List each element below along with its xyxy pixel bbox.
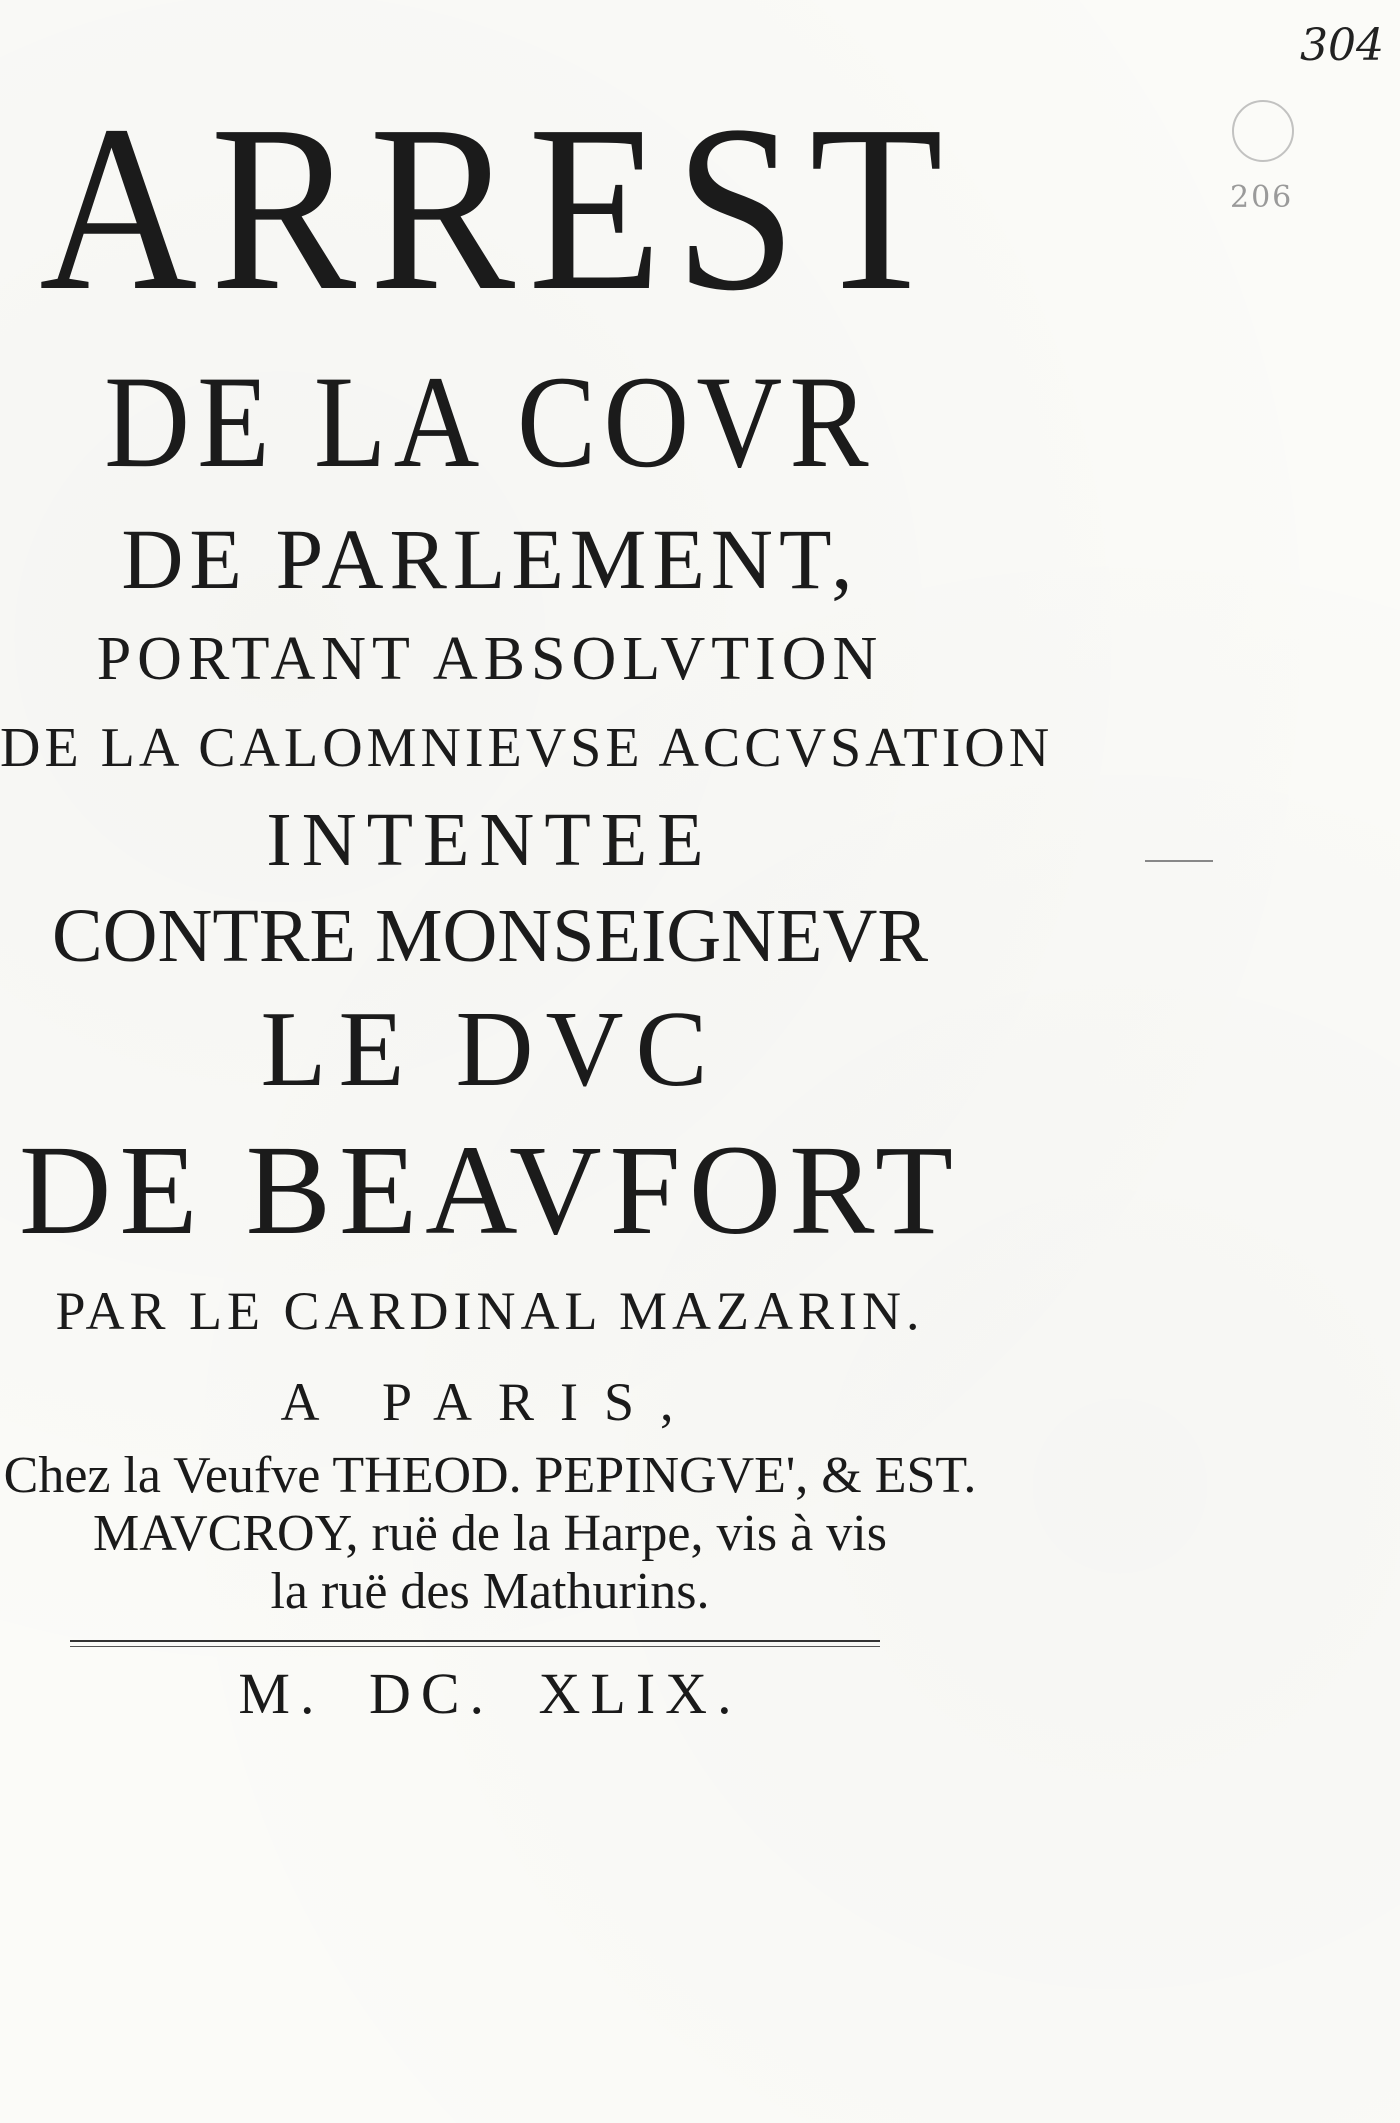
title-line-de-parlement: DE PARLEMENT,: [121, 511, 859, 607]
publication-year: M. DC. XLIX.: [238, 1661, 742, 1726]
imprint-line-printer: Chez la Veufve THEOD. PEPINGVE', & EST.: [3, 1447, 977, 1504]
title-line-calomnievse-accvsation: DE LA CALOMNIEVSE ACCVSATION: [0, 717, 1054, 779]
divider-rule-thin: [70, 1646, 880, 1647]
library-stamp: [1232, 100, 1294, 162]
title-line-de-beavfort: DE BEAVFORT: [18, 1119, 962, 1261]
imprint-line-street: la ruë des Mathurins.: [270, 1563, 710, 1621]
title-line-portant-absolvtion: PORTANT ABSOLVTION: [96, 625, 884, 693]
title-line-par-le-cardinal: PAR LE CARDINAL MAZARIN.: [55, 1281, 925, 1341]
margin-dash: [1145, 860, 1213, 862]
title-line-arrest: ARREST: [39, 77, 956, 340]
imprint-block: [0, 1372, 980, 1622]
title-line-de-la-covr: DE LA COVR: [104, 348, 876, 495]
margin-note-faded: 206: [1230, 180, 1294, 215]
title-line-contre-monseignevr: CONTRE MONSEIGNEVR: [51, 894, 929, 978]
title-line-le-dvc: LE DVC: [260, 990, 720, 1109]
divider-rule: [70, 1640, 880, 1642]
title-line-intentee: INTENTEE: [266, 798, 714, 882]
title-block: [0, 77, 1054, 1341]
shelfmark-handwritten: 304: [1300, 20, 1384, 71]
imprint-line-address: MAVCROY, ruë de la Harpe, vis à vis: [93, 1505, 887, 1563]
imprint-city: A PARIS,: [280, 1372, 700, 1432]
